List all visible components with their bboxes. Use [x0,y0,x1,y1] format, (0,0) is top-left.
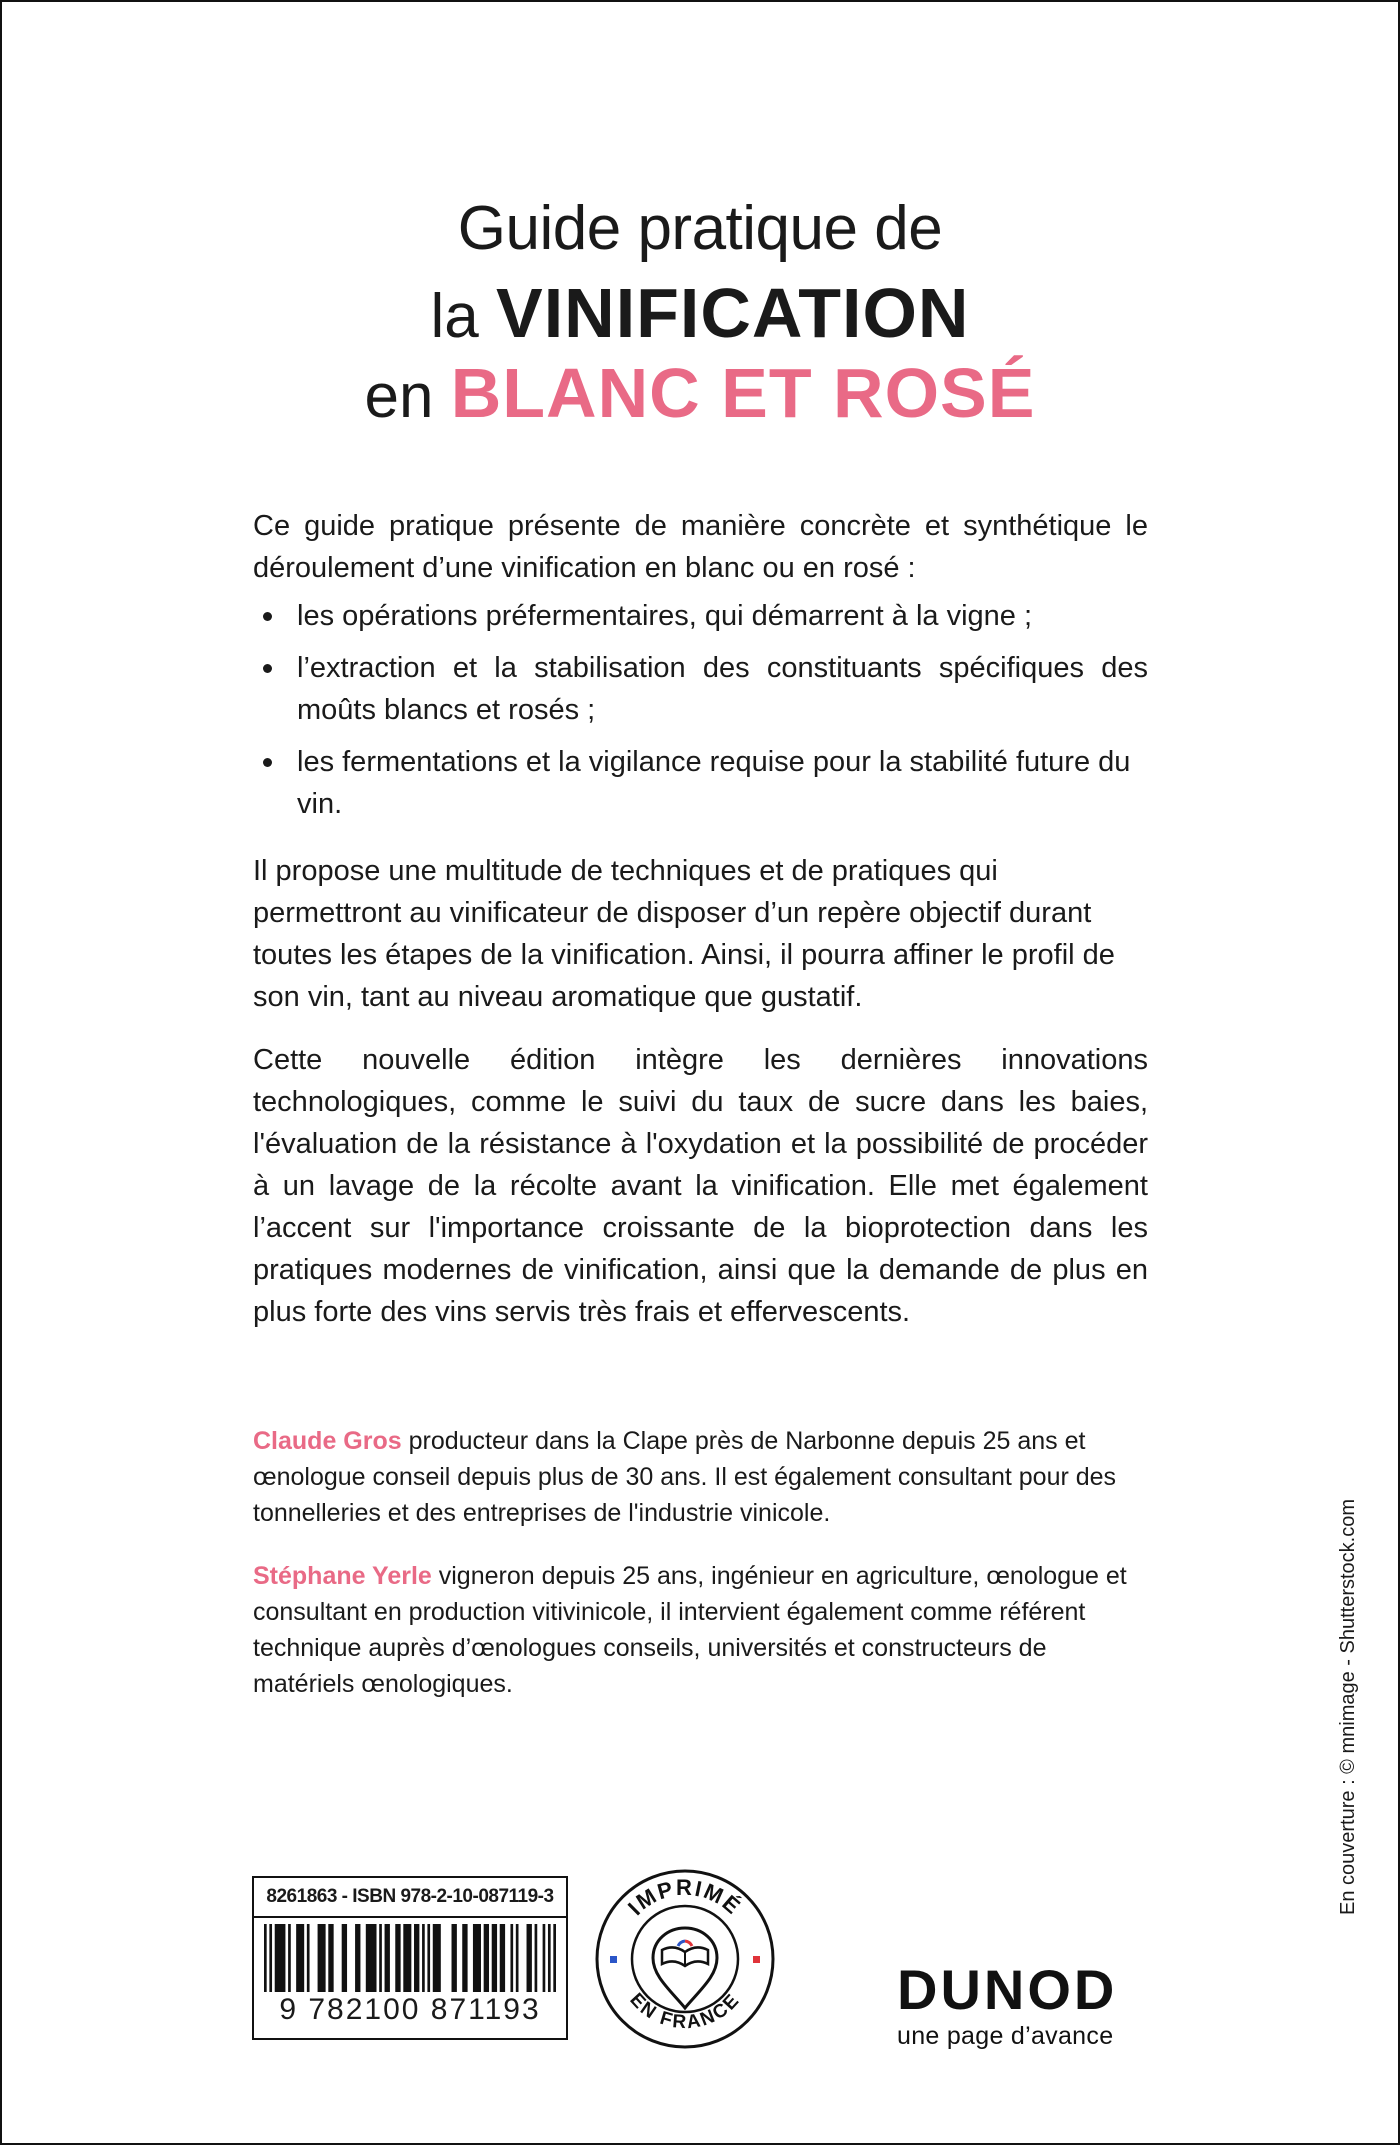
author-bio-2 [253,1558,1148,1702]
cover-credit: En couverture : © mnimage - Shutterstock.com [1337,1498,1359,1915]
barcode-bar [535,1924,538,1992]
title-line-1 [0,194,1400,263]
badge-top-text: IMPRIMÉ [622,1875,747,1921]
publisher-logo [897,1958,1149,2050]
barcode-bar [296,1924,304,1992]
barcode-bar [484,1924,489,1992]
barcode-bar [366,1924,377,1992]
author-bio-text: producteur dans la Clape près de Narbonne depuis 25 ans et œnologue conseil depuis plus de 30 ans. Il est également consultant pour des tonnelleries et des entreprises de l'industrie vinicole. [253,1427,1117,1527]
barcode-digits: 9 782100 871193 [279,1993,541,2026]
list-item [253,647,1148,731]
barcode-bar [288,1924,291,1992]
title-prefix-2: la [430,282,479,351]
title-line-2 [0,274,1400,352]
description-paragraph-2 [253,850,1148,1018]
description-paragraph-3 [253,1039,1148,1333]
barcode-bar [433,1924,441,1992]
badge-blue-square [610,1956,617,1963]
paragraph-text: Il propose une multitude de techniques et de pratiques qui permettront au vinificateur de disposer d’un repère objectif durant toutes les étapes de la vinification. Ainsi, il pourra affiner le profil de son vin, tant au niveau aromatique que gustatif. [253,855,1115,1013]
barcode-bar [395,1924,400,1992]
barcode-bars [264,1924,556,1992]
barcode-bar [269,1924,272,1992]
barcode-bar [264,1924,267,1992]
barcode-bar [510,1924,513,1992]
barcode-block [252,1876,568,2040]
publisher-tagline: une page d’avance [897,2022,1114,2050]
barcode-bar [516,1924,519,1992]
title-keyword-blanc-rose: BLANC ET ROSÉ [450,354,1036,432]
bullet-icon [263,758,272,767]
bullet-text: les fermentations et la vigilance requise pour la stabilité future du vin. [297,746,1131,820]
imprime-en-france-badge [594,1868,776,2050]
title-line-3 [0,354,1400,432]
author-bio-text: vigneron depuis 25 ans, ingénieur en agriculture, œnologue et consultant en production vitivinicole, il intervient également comme référent technique auprès d’œnologues conseils, universités et constructeurs de matériels œnologiques. [253,1562,1127,1698]
barcode-bar [543,1924,546,1992]
barcode-bar [328,1924,333,1992]
barcode-bar [548,1924,551,1992]
barcode-bar [355,1924,360,1992]
list-item [253,595,1148,637]
title-text-1: Guide pratique de [457,194,943,263]
publisher-name: DUNOD [897,1958,1118,2021]
author-bio-1 [253,1423,1148,1531]
author-name: Stéphane Yerle [253,1562,432,1590]
barcode-bar [452,1924,457,1992]
barcode-bar [385,1924,390,1992]
barcode-bar [275,1924,286,1992]
bullet-list [253,595,1148,835]
paragraph-text: Cette nouvelle édition intègre les dernières innovations technologiques, comme le suivi du taux de sucre dans les baies, l'évaluation de la résistance à l'oxydation et la possibilité de procéder à un lavage de la récolte avant la vinification. Elle met également l’accent sur l'importance croissante de la bioprotection dans les pratiques modernes de vinification, ainsi que la demande de plus en plus forte des vins servis très frais et effervescents. [253,1044,1148,1328]
barcode-bar [422,1924,425,1992]
intro-paragraph [253,505,1148,589]
author-name: Claude Gros [253,1427,402,1455]
bullet-icon [263,612,272,621]
barcode-bar [527,1924,532,1992]
barcode-bar [553,1924,556,1992]
intro-text: Ce guide pratique présente de manière concrète et synthétique le déroulement d’une vinification en blanc ou en rosé : [253,510,1148,584]
barcode-bar [414,1924,419,1992]
bullet-icon [263,664,272,673]
title-keyword-vinification: VINIFICATION [496,274,970,352]
isbn-divider [254,1916,566,1918]
barcode-bar [403,1924,411,1992]
barcode-bar [379,1924,382,1992]
barcode-bar [473,1924,481,1992]
bullet-text: les opérations préfermentaires, qui démarrent à la vigne ; [297,600,1033,632]
barcode-bar [500,1924,505,1992]
isbn-label: 8261863 - ISBN 978-2-10-087119-3 [266,1886,554,1907]
barcode-bar [307,1924,310,1992]
list-item [253,741,1148,825]
title-prefix-3: en [364,362,434,431]
barcode-bar [342,1924,347,1992]
bullet-text: l’extraction et la stabilisation des constituants spécifiques des moûts blancs et rosés ; [297,652,1148,726]
badge-red-square [753,1956,760,1963]
barcode-bar [427,1924,430,1992]
barcode-bar [318,1924,326,1992]
barcode-bar [492,1924,497,1992]
barcode-bar [462,1924,467,1992]
badge-bottom-text: EN FRANCE [625,1989,745,2034]
